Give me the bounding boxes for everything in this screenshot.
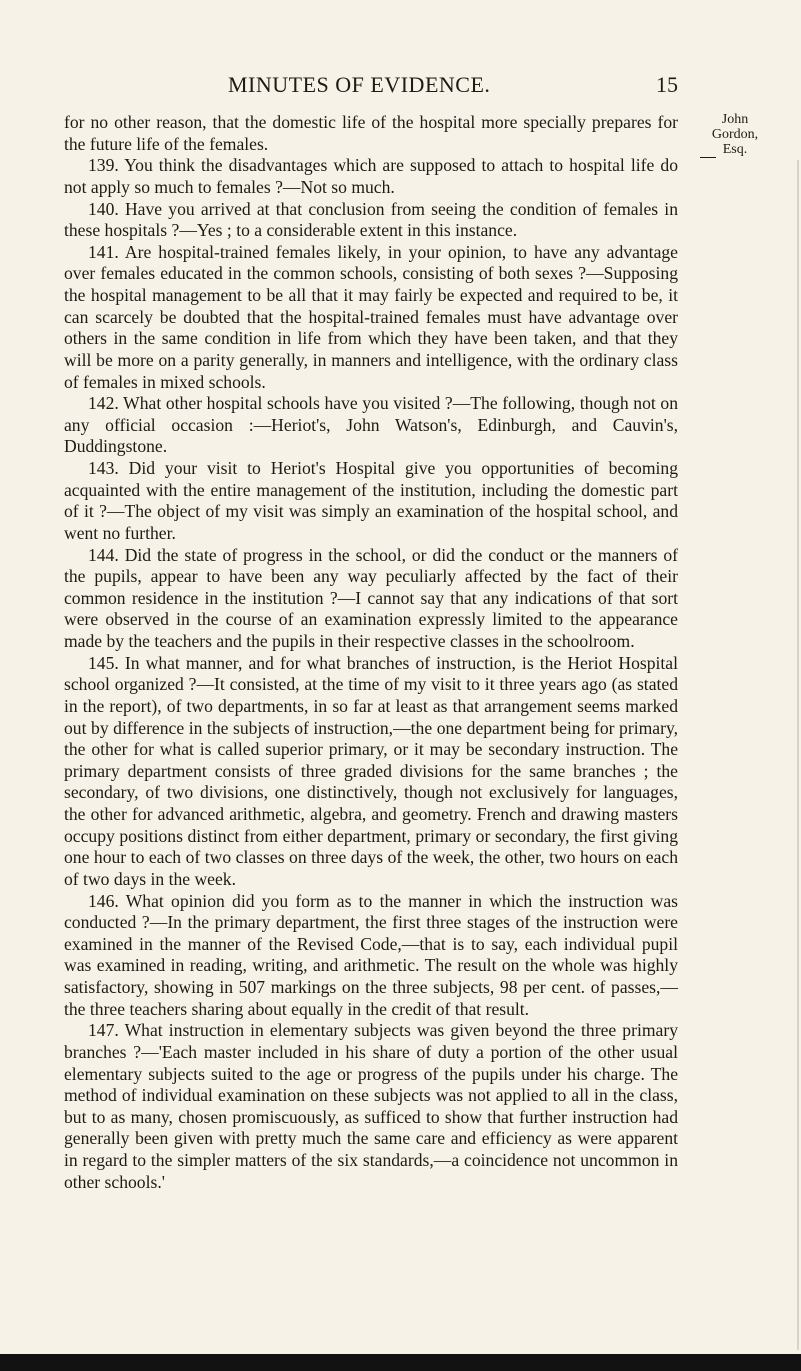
body-text (64, 112, 678, 1193)
paragraph-q144: 144. Did the state of progress in the school, or did the conduct or the manners of the pupils, appear to have been any way peculiarly affected by the fact of their common residence in the institution ?—I cannot say that any indications of that sort were observed in the course of an examination expressly limited to the appearance made by the teachers and the pupils in their respective classes in the schoolroom. (64, 544, 678, 651)
page-number: 15 (656, 72, 678, 97)
page-header (0, 72, 801, 102)
margin-note-line: John (721, 112, 749, 127)
margin-note-line: Esq. (722, 142, 748, 157)
paragraph-q147: 147. What instruction in elementary subjects was given beyond the three primary branches ?—'Each master included in his share of duty a portion of the other usual elementary subjects suited to the age or progress of the pupils under his charge. The method of individual examination on these subjects was not applied to all in the class, but to as many, chosen promiscuously, as sufficed to show that further instruction had generally been given with pretty much the same care and efficiency as were apparent in regard to the simpler matters of the six standards,—a coincidence not uncommon in other schools.' (64, 1020, 678, 1192)
paragraph-q143: 143. Did your visit to Heriot's Hospital give you opportunities of becoming acquainted with the entire management of the institution, including the domestic part of it ?—The object of my visit was simply an examination of the hospital school, and went no further. (64, 458, 678, 543)
paragraph-q140: 140. Have you arrived at that conclusion from seeing the condition of females in these hospitals ?—Yes ; to a considerable extent in this instance. (64, 198, 678, 241)
margin-note-witness (700, 112, 770, 158)
paragraph-q141: 141. Are hospital-trained females likely, in your opinion, to have any advantage over females educated in the common schools, consisting of both sexes ?—Supposing the hospital management to be all that it may fairly be expected and required to be, it can scarcely be doubted that the hospital-trained females must have advantage over others in the same condition in life from which they have been taken, and that they will be more on a parity generally, in manners and intelligence, with the ordinary class of females in mixed schools. (64, 241, 678, 392)
paragraph-q142: 142. What other hospital schools have you visited ?—The following, though not on any official occasion :—Heriot's, John Watson's, Edinburgh, and Cauvin's, Duddingstone. (64, 393, 678, 457)
page-edge-shadow (797, 160, 799, 1350)
paragraph-continuation: for no other reason, that the domestic life of the hospital more specially prepares for the future life of the females. (64, 112, 678, 154)
paragraph-q139: 139. You think the disadvantages which are supposed to attach to hospital life do not apply so much to females ?—Not so much. (64, 155, 678, 197)
margin-note-line: Gordon, (711, 127, 759, 142)
running-head: MINUTES OF EVIDENCE. (228, 72, 491, 97)
paragraph-q145: 145. In what manner, and for what branches of instruction, is the Heriot Hospital school organized ?—It consisted, at the time of my visit to it three years ago (as stated in the report), of two departments, in so far at least as that arrangement seems marked out by difference in the subjects of instruction,—the one department being for primary, the other for what is called superior primary, or it may be secondary instruction. The primary department consists of three graded divisions for the same branches ; the secondary, of two divisions, one distinctively, though not exclusively for languages, the other for advanced arithmetic, algebra, and geometry. French and drawing masters occupy positions distinct from either department, primary or secondary, the first giving one hour to each of two classes on three days of the week, the other, two hours on each of two days in the week. (64, 652, 678, 889)
paragraph-q146: 146. What opinion did you form as to the manner in which the instruction was conducted ?—In the primary department, the first three stages of the instruction were examined in the manner of the Revised Code,—that is to say, each individual pupil was examined in reading, writing, and arithmetic. The result on the whole was highly satisfactory, showing in 507 markings on the three subjects, 98 per cent. of passes,—the three teachers sharing about equally in the credit of that result. (64, 890, 678, 1019)
scan-bottom-edge (0, 1354, 801, 1371)
margin-note-rule (700, 157, 716, 158)
